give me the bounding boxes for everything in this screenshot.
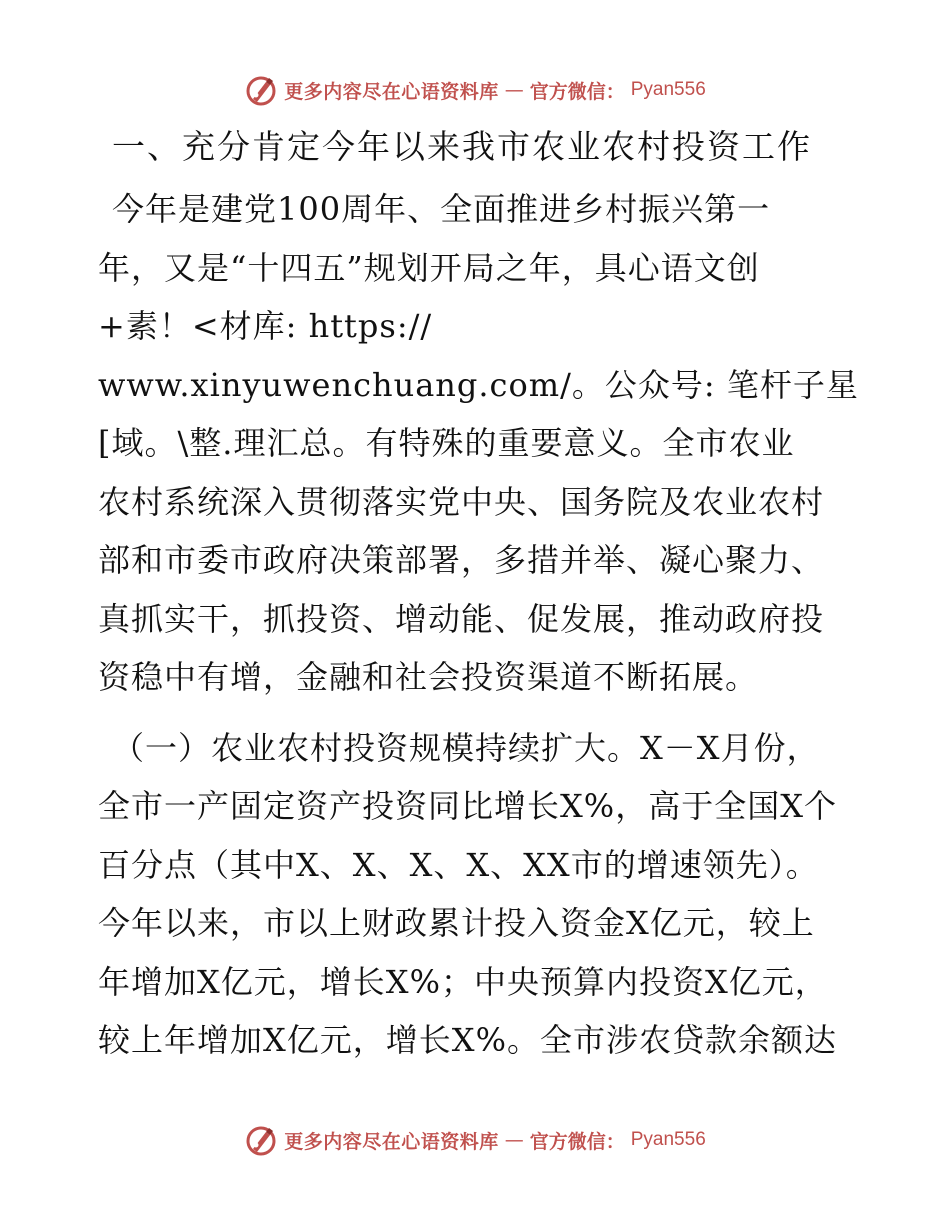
section-heading: 一、充分肯定今年以来我市农业农村投资工作 (112, 127, 812, 166)
text-line: 年，又是“十四五”规划开局之年，具心语文创 (98, 248, 760, 287)
watermark-wechat-id: Pyan556 (630, 1129, 706, 1150)
paragraph-gap (98, 707, 868, 719)
watermark-wechat-label: 官方微信： (529, 80, 625, 103)
text-line: 较上年增加X亿元，增长X%。全市涉农贷款余额达 (98, 1021, 837, 1059)
text-line: 今年是建党100周年、全面推进乡村振兴第一 (112, 190, 771, 228)
watermark-footer (0, 1120, 950, 1160)
pen-logo-icon (244, 73, 278, 107)
text-line: （一）农业农村投资规模持续扩大。X－X月份， (112, 728, 820, 767)
pen-logo-icon (244, 1123, 278, 1157)
text-line: www.xinyuwenchuang.com/。公众号: 笔杆子星 (98, 365, 859, 404)
paragraph-intro (98, 180, 868, 707)
text-line: 百分点（其中X、X、X、X、XX市的增速领先）。 (98, 845, 819, 884)
watermark-separator: — (504, 79, 524, 101)
text-line: 年增加X亿元，增长X%；中央预算内投资X亿元， (98, 962, 828, 1001)
watermark-wechat-label: 官方微信： (529, 1130, 625, 1153)
text-line: 资稳中有增，金融和社会投资渠道不断拓展。 (98, 658, 759, 696)
watermark-wechat-id: Pyan556 (630, 79, 706, 100)
text-line: 全市一产固定资产投资同比增长X%，高于全国X个 (98, 787, 837, 825)
watermark-header (0, 70, 950, 110)
document-body (98, 122, 868, 1070)
text-line: [域。\整.理汇总。有特殊的重要意义。全市农业 (98, 424, 795, 462)
paragraph-investment-scale (98, 719, 868, 1070)
text-line: 今年以来，市以上财政累计投入资金X亿元，较上 (98, 904, 815, 942)
text-line: 部和市委市政府决策部署，多措并举、凝心聚力、 (98, 541, 825, 579)
text-line: +素！<材库: https:// (98, 307, 433, 345)
text-line: 真抓实干，抓投资、增动能、促发展，推动政府投 (98, 599, 825, 638)
text-line: 农村系统深入贯彻落实党中央、国务院及农业农村 (98, 482, 825, 521)
watermark-site-text: 更多内容尽在心语资料库 (284, 1130, 499, 1153)
watermark-separator: — (504, 1129, 524, 1151)
watermark-site-text: 更多内容尽在心语资料库 (284, 80, 499, 103)
